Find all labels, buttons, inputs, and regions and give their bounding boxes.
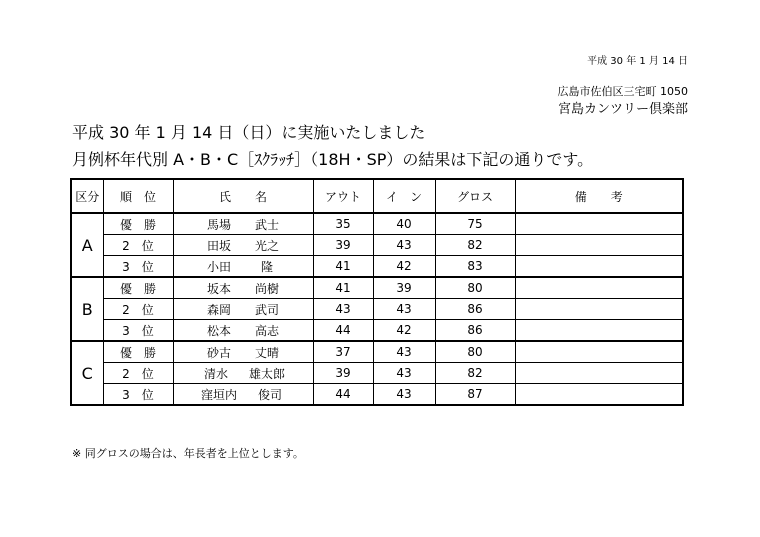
header-row bbox=[71, 179, 683, 213]
family-name: 田坂 bbox=[206, 238, 231, 253]
remarks-cell bbox=[515, 320, 683, 342]
family-name: 砂古 bbox=[206, 345, 231, 360]
header-rank: 順 位 bbox=[103, 179, 173, 213]
division-cell: C bbox=[71, 341, 103, 405]
gross-cell: 82 bbox=[435, 235, 515, 256]
rank-cell: 優 勝 bbox=[103, 341, 173, 363]
table-row bbox=[71, 256, 683, 278]
name-cell bbox=[173, 384, 313, 406]
rank-cell: 3 位 bbox=[103, 256, 173, 278]
in-cell: 42 bbox=[373, 256, 435, 278]
name-cell bbox=[173, 213, 313, 235]
given-name: 俊司 bbox=[257, 387, 282, 402]
table-row bbox=[71, 341, 683, 363]
header-in: イ ン bbox=[373, 179, 435, 213]
header-out: アウト bbox=[313, 179, 373, 213]
in-cell: 39 bbox=[373, 277, 435, 299]
gross-cell: 87 bbox=[435, 384, 515, 406]
name-cell bbox=[173, 320, 313, 342]
document-date: 平成 30 年 1 月 14 日 bbox=[587, 56, 688, 67]
given-name: 雄太郎 bbox=[248, 366, 285, 381]
remarks-cell bbox=[515, 213, 683, 235]
family-name: 松本 bbox=[206, 323, 231, 338]
header-gross: グロス bbox=[435, 179, 515, 213]
intro-line-2: 月例杯年代別 A・B・C［ｽｸﾗｯﾁ］（18H・SP）の結果は下記の通りです。 bbox=[72, 150, 594, 169]
remarks-cell bbox=[515, 235, 683, 256]
out-cell: 37 bbox=[313, 341, 373, 363]
remarks-cell bbox=[515, 256, 683, 278]
given-name: 武司 bbox=[254, 302, 279, 317]
table-row bbox=[71, 235, 683, 256]
table-row bbox=[71, 277, 683, 299]
header-division: 区分 bbox=[71, 179, 103, 213]
footnote: ※ 同グロスの場合は、年長者を上位とします。 bbox=[72, 447, 304, 460]
family-name: 森岡 bbox=[206, 302, 231, 317]
gross-cell: 83 bbox=[435, 256, 515, 278]
club-address: 広島市佐伯区三宅町 1050 bbox=[557, 85, 688, 98]
family-name: 清水 bbox=[203, 366, 228, 381]
out-cell: 41 bbox=[313, 256, 373, 278]
rank-cell: 3 位 bbox=[103, 320, 173, 342]
out-cell: 39 bbox=[313, 235, 373, 256]
rank-cell: 優 勝 bbox=[103, 213, 173, 235]
family-name: 馬場 bbox=[206, 217, 231, 232]
gross-cell: 80 bbox=[435, 341, 515, 363]
gross-cell: 86 bbox=[435, 299, 515, 320]
header-name: 氏 名 bbox=[173, 179, 313, 213]
rank-cell: 2 位 bbox=[103, 363, 173, 384]
results-table bbox=[70, 178, 684, 406]
name-cell bbox=[173, 341, 313, 363]
in-cell: 43 bbox=[373, 363, 435, 384]
out-cell: 39 bbox=[313, 363, 373, 384]
table-row bbox=[71, 384, 683, 406]
family-name: 小田 bbox=[206, 259, 231, 274]
intro-line-1: 平成 30 年 1 月 14 日（日）に実施いたしました bbox=[72, 123, 426, 142]
gross-cell: 80 bbox=[435, 277, 515, 299]
in-cell: 43 bbox=[373, 299, 435, 320]
division-cell: A bbox=[71, 213, 103, 277]
remarks-cell bbox=[515, 341, 683, 363]
given-name: 光之 bbox=[254, 238, 279, 253]
rank-cell: 2 位 bbox=[103, 235, 173, 256]
name-cell bbox=[173, 363, 313, 384]
rank-cell: 2 位 bbox=[103, 299, 173, 320]
rank-cell: 優 勝 bbox=[103, 277, 173, 299]
given-name: 武士 bbox=[254, 217, 279, 232]
in-cell: 43 bbox=[373, 341, 435, 363]
remarks-cell bbox=[515, 363, 683, 384]
rank-cell: 3 位 bbox=[103, 384, 173, 406]
table-row bbox=[71, 320, 683, 342]
family-name: 坂本 bbox=[206, 281, 231, 296]
table-row bbox=[71, 213, 683, 235]
given-name: 隆 bbox=[260, 259, 273, 274]
name-cell bbox=[173, 277, 313, 299]
in-cell: 40 bbox=[373, 213, 435, 235]
name-cell bbox=[173, 256, 313, 278]
out-cell: 43 bbox=[313, 299, 373, 320]
name-cell bbox=[173, 235, 313, 256]
given-name: 高志 bbox=[254, 323, 279, 338]
in-cell: 42 bbox=[373, 320, 435, 342]
club-name: 宮島カンツリー倶楽部 bbox=[557, 102, 688, 117]
gross-cell: 75 bbox=[435, 213, 515, 235]
out-cell: 35 bbox=[313, 213, 373, 235]
remarks-cell bbox=[515, 277, 683, 299]
table-row bbox=[71, 363, 683, 384]
remarks-cell bbox=[515, 299, 683, 320]
header-remarks: 備 考 bbox=[515, 179, 683, 213]
out-cell: 44 bbox=[313, 384, 373, 406]
division-cell: B bbox=[71, 277, 103, 341]
gross-cell: 82 bbox=[435, 363, 515, 384]
name-cell bbox=[173, 299, 313, 320]
given-name: 丈晴 bbox=[254, 345, 279, 360]
given-name: 尚樹 bbox=[254, 281, 279, 296]
remarks-cell bbox=[515, 384, 683, 406]
family-name: 窪垣内 bbox=[200, 387, 237, 402]
out-cell: 41 bbox=[313, 277, 373, 299]
out-cell: 44 bbox=[313, 320, 373, 342]
gross-cell: 86 bbox=[435, 320, 515, 342]
table-row bbox=[71, 299, 683, 320]
in-cell: 43 bbox=[373, 235, 435, 256]
in-cell: 43 bbox=[373, 384, 435, 406]
